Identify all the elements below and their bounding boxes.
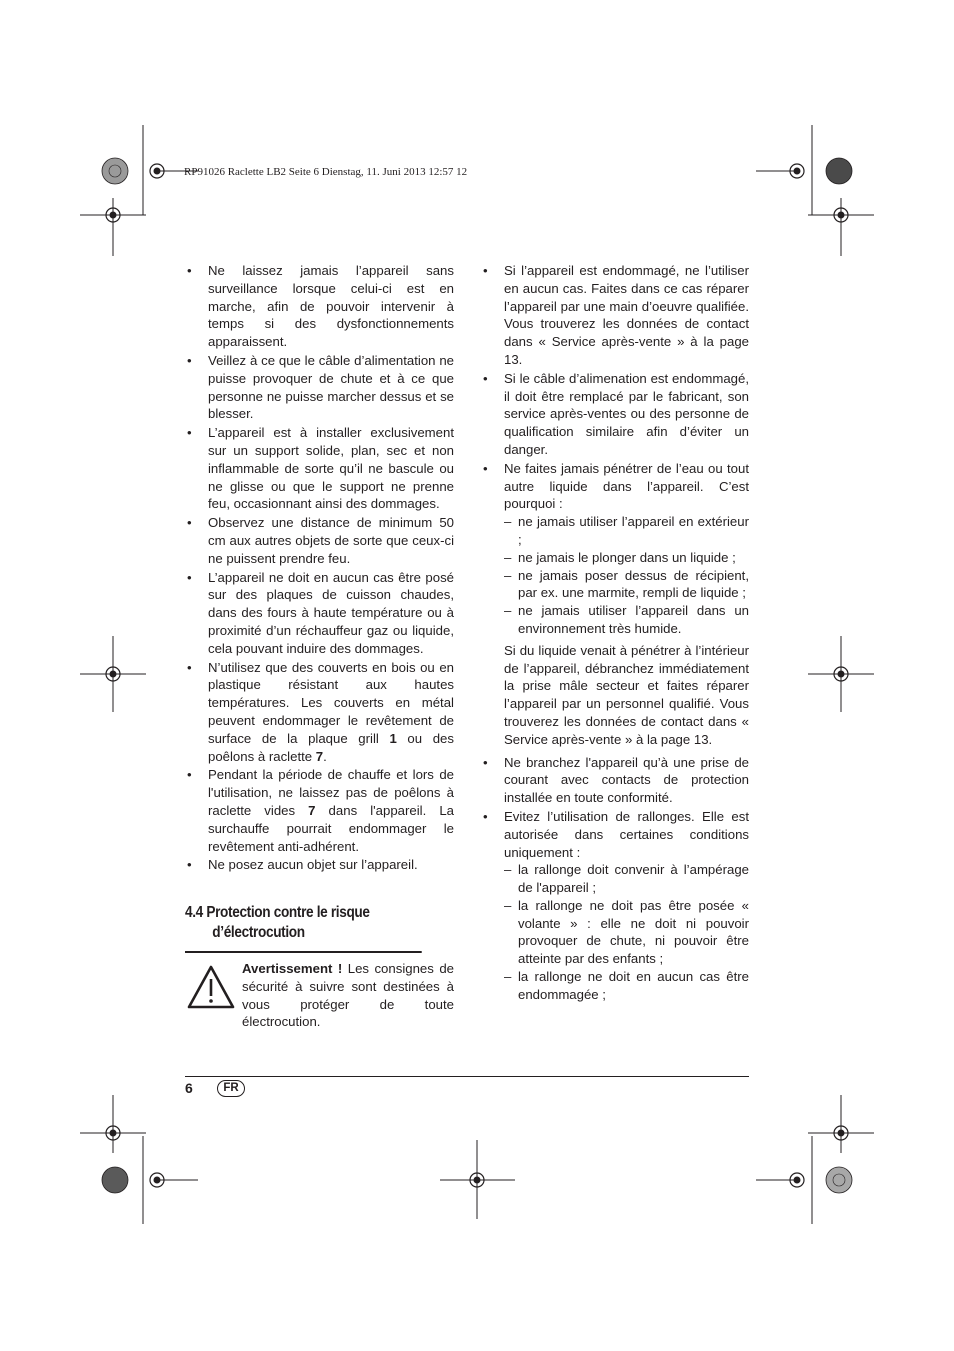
part-number: 7	[308, 802, 316, 818]
item-text: .	[323, 748, 327, 764]
list-item	[483, 808, 749, 1004]
list-item: • Si le câble d’alimenation est endommagé, il doit être remplacé par le fabricant, son service après-ventes ou des personne de qualification similaire afin d’éviter un danger.	[483, 370, 749, 459]
page-number: 6	[185, 1080, 193, 1096]
list-item: • Veillez à ce que le câble d’alimentation ne puisse provoquer de chute et à ce que personne ne puisse marcher dessus et se blesser.	[187, 352, 454, 423]
part-number: 7	[315, 748, 324, 764]
warning-triangle-icon	[187, 965, 235, 1009]
list-item: • Ne branchez l'appareil qu’à une prise de courant avec contacts de protection installée en toute conformité.	[483, 754, 749, 807]
sub-list-item: – la rallonge ne doit pas être posée « volante » : elle ne doit ni pouvoir provoquer de chute, ni pouvoir être atteinte par des enfants ;	[504, 897, 749, 968]
sub-list	[504, 861, 749, 1003]
sub-list-item: – ne jamais utiliser l’appareil en extérieur ;	[504, 513, 749, 549]
list-item: • Observez une distance de minimum 50 cm aux autres objets de sorte que ceux-ci ne puissent prendre feu.	[187, 514, 454, 567]
item-text: Pendant la période de chauffe et lors de l'utilisation, ne laissez pas de poêlons à raclette vides	[208, 767, 454, 818]
list-item: • Si l’appareil est endommagé, ne l’utiliser en aucun cas. Faites dans ce cas réparer l’appareil par une main d’oeuvre qualifiée. Vous trouverez les données de contact dans « Service après-vente » à la page 13.	[483, 262, 749, 369]
safety-list-right	[483, 262, 749, 1004]
section-title-line2: d’électrocution	[212, 924, 305, 941]
list-item: • Ne laissez jamais l’appareil sans surveillance lorsque celui-ci est en marche, afin de pouvoir intervenir à temps si des dysfonctionnements apparaissent.	[187, 262, 454, 351]
sub-list	[504, 513, 749, 638]
warning-text	[242, 960, 454, 1031]
part-number: 1	[389, 730, 397, 746]
item-text: ou des poêlons à raclette	[208, 730, 454, 764]
warning-label: Avertissement !	[242, 961, 343, 976]
item-text: N’utilisez que des couverts en bois ou en plastique résistant aux hautes températures. Les couverts en métal peuvent endommager le revêtement de surface de la plaque grill	[208, 659, 454, 746]
item-text: dans l'appareil. La surchauffe pourrait endommager le revêtement anti-adhérent.	[208, 802, 454, 854]
safety-list-left	[187, 262, 454, 874]
sub-list-item: – ne jamais utiliser l’appareil dans un environnement très humide.	[504, 602, 749, 638]
list-item	[483, 460, 749, 749]
item-text: • Evitez l’utilisation de rallonges. Elle est autorisée dans certaines conditions uniquement :	[504, 808, 749, 860]
sub-list-item: – la rallonge ne doit en aucun cas être endommagée ;	[504, 968, 749, 1004]
list-item	[187, 766, 454, 855]
section-title-line1: 4.4 Protection contre le risque	[185, 904, 370, 921]
sub-list-item: – ne jamais le plonger dans un liquide ;	[504, 549, 749, 567]
list-item	[187, 659, 454, 766]
language-badge: FR	[217, 1080, 245, 1097]
sub-list-item: – ne jamais poser dessus de récipient, par ex. une marmite, rempli de liquide ;	[504, 567, 749, 603]
list-item: • L’appareil ne doit en aucun cas être posé sur des plaques de cuisson chaudes, dans des fours à haute température ou à proximité d’un réchauffeur gaz ou liquide, cela pouvant induire des dommages.	[187, 569, 454, 658]
list-item: • L’appareil est à installer exclusivement sur un support solide, plan, sec et non inflammable de sorte qu’il ne bascule ou ne glisse ou que le support ne prenne feu, occasionnant ainsi des dommages.	[187, 424, 454, 513]
section-heading	[185, 903, 422, 953]
left-column	[187, 262, 454, 875]
sub-list-item: – la rallonge doit convenir à l’ampérage de l'appareil ;	[504, 861, 749, 897]
right-column	[483, 262, 749, 1005]
list-item: • Ne posez aucun objet sur l’appareil.	[187, 856, 454, 874]
print-header: RP91026 Raclette LB2 Seite 6 Dienstag, 11. Juni 2013 12:57 12	[184, 166, 468, 178]
item-paragraph: Si du liquide venait à pénétrer à l’intérieur de l’appareil, débranchez immédiatement la prise mâle secteur et faites réparer l’appareil par un personnel qualifié. Vous trouverez les données de contact dans « Service après-vente » à la page 13.	[504, 642, 749, 747]
warning-body: Les consignes de sécurité à suivre sont destinées à vous protéger de toute électrocution.	[242, 961, 454, 1030]
footer-rule	[185, 1076, 749, 1077]
item-text: • Ne faites jamais pénétrer de l’eau ou tout autre liquide dans l’appareil. C’est pourquoi :	[504, 460, 749, 512]
